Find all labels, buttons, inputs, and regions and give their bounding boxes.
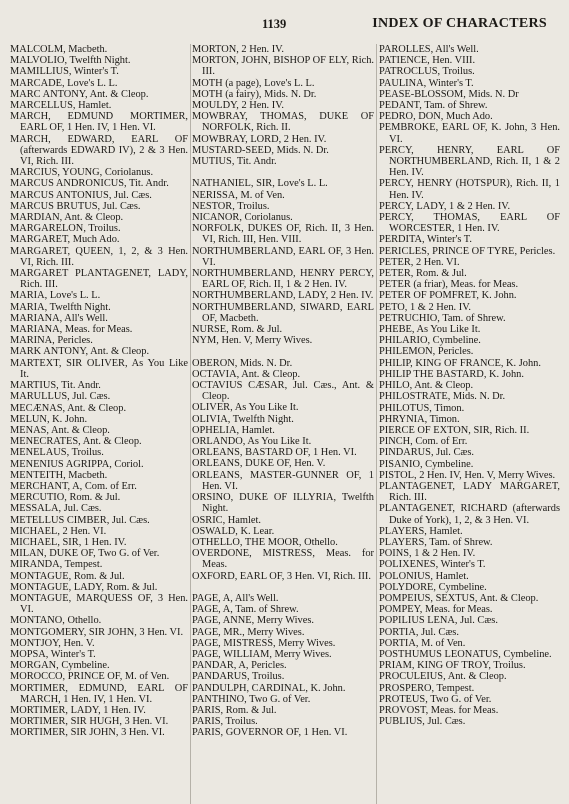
index-entry: PARIS, GOVERNOR OF, 1 Hen. VI.	[192, 727, 348, 739]
index-entry: OBERON, Mids. N. Dr.	[192, 357, 293, 369]
index-entry: PATROCLUS, Troilus.	[379, 66, 475, 78]
index-entry: MUTIUS, Tit. Andr.	[192, 156, 277, 168]
index-entry: NYM, Hen. V, Merry Wives.	[192, 335, 313, 347]
index-entry: ORLEANS, DUKE OF, Hen. V.	[192, 458, 326, 470]
index-entry: OLIVIA, Twelfth Night.	[192, 413, 294, 425]
index-entry: MARCH, EDMUND MORTIMER, EARL OF, 1 Hen. IV, 1 Hen. VI.	[10, 111, 188, 134]
index-entry: NORTHUMBERLAND, SIWARD, EARL OF, Macbeth.	[192, 301, 374, 324]
column-divider	[190, 44, 191, 804]
index-entry: PROSPERO, Tempest.	[379, 682, 475, 694]
page-title: INDEX OF CHARACTERS	[372, 16, 547, 31]
index-entry: PETO, 1 & 2 Hen. IV.	[379, 301, 471, 313]
index-column-3	[379, 44, 560, 727]
index-entry: MARINA, Pericles.	[10, 335, 93, 347]
index-entry: MOULDY, 2 Hen. IV.	[192, 100, 284, 112]
index-entry: NERISSA, M. of Ven.	[192, 189, 285, 201]
index-entry: PAGE, MISTRESS, Merry Wives.	[192, 637, 336, 649]
index-entry: PROTEUS, Two G. of Ver.	[379, 693, 492, 705]
index-entry: POINS, 1 & 2 Hen. IV.	[379, 548, 476, 560]
index-entry: POMPEY, Meas. for Meas.	[379, 604, 493, 616]
index-entry: PAULINA, Winter's T.	[379, 77, 474, 89]
index-entry: OSWALD, K. Lear.	[192, 525, 275, 537]
index-entry: PERDITA, Winter's T.	[379, 234, 472, 246]
index-entry: POLONIUS, Hamlet.	[379, 570, 469, 582]
index-entry: PAROLLES, All's Well.	[379, 44, 479, 55]
index-entry: PAGE, A, All's Well.	[192, 592, 279, 604]
index-entry: MOTH (a fairy), Mids. N. Dr.	[192, 88, 317, 100]
index-entry: NORFOLK, DUKES OF, Rich. II, 3 Hen. VI, Rich. III, Hen. VIII.	[192, 223, 374, 246]
index-entry: PLANTAGENET, RICHARD (afterwards Duke of York), 1, 2, & 3 Hen. VI.	[379, 503, 560, 526]
index-entry: PHILIP THE BASTARD, K. John.	[379, 368, 524, 380]
index-entry: NICANOR, Coriolanus.	[192, 212, 293, 224]
index-entry: MONTGOMERY, SIR JOHN, 3 Hen. VI.	[10, 626, 184, 638]
index-entry: PEASE-BLOSSOM, Mids. N. Dr	[379, 88, 519, 100]
index-entry: PHRYNIA, Timon.	[379, 413, 460, 425]
index-entry: PINDARUS, Jul. Cæs.	[379, 447, 474, 459]
index-entry: MARGARET, Much Ado.	[10, 234, 120, 246]
index-entry: MARIA, Twelfth Night.	[10, 301, 111, 313]
index-entry: MARCUS ANTONIUS, Jul. Cæs.	[10, 189, 152, 201]
index-column-1	[10, 44, 188, 739]
index-entry: PAGE, MR., Merry Wives.	[192, 626, 305, 638]
index-entry: POMPEIUS, SEXTUS, Ant. & Cleop.	[379, 592, 539, 604]
index-entry	[192, 167, 374, 178]
index-entry: MORTIMER, SIR HUGH, 3 Hen. VI.	[10, 716, 169, 728]
index-entry: MARDIAN, Ant. & Cleop.	[10, 212, 124, 224]
index-entry: PHILOTUS, Timon.	[379, 402, 465, 414]
index-entry: PETER (a friar), Meas. for Meas.	[379, 279, 519, 291]
index-entry: PAGE, ANNE, Merry Wives.	[192, 615, 314, 627]
index-entry: OCTAVIA, Ant. & Cleop.	[192, 368, 301, 380]
index-entry: MARTIUS, Tit. Andr.	[10, 380, 101, 392]
index-entry: PEDRO, DON, Much Ado.	[379, 111, 493, 123]
index-entry: MORTIMER, SIR JOHN, 3 Hen. VI.	[10, 727, 165, 739]
index-entry: MONTAGUE, Rom. & Jul.	[10, 570, 125, 582]
index-entry: NESTOR, Troilus.	[192, 200, 270, 212]
index-entry: MERCHANT, A, Com. of Err.	[10, 480, 137, 492]
index-entry: MONTAGUE, MARQUESS OF, 3 Hen. VI.	[10, 592, 188, 616]
index-entry: PANTHINO, Two G. of Ver.	[192, 693, 311, 705]
index-entry: NORTHUMBERLAND, LADY, 2 Hen. IV.	[192, 290, 374, 302]
index-entry: MARC ANTONY, Ant. & Cleop.	[10, 88, 149, 100]
index-entry: MARTEXT, SIR OLIVER, As You Like It.	[10, 357, 188, 380]
index-entry: PORTIA, M. of Ven.	[379, 637, 466, 649]
index-entry: MARCIUS, YOUNG, Coriolanus.	[10, 167, 154, 179]
index-entry: MESSALA, Jul. Cæs.	[10, 503, 102, 515]
index-entry: OPHELIA, Hamlet.	[192, 424, 275, 436]
index-entry: PHILOSTRATE, Mids. N. Dr.	[379, 391, 506, 403]
index-entry: MARCUS BRUTUS, Jul. Cæs.	[10, 200, 141, 212]
index-entry: OSRIC, Hamlet.	[192, 514, 261, 526]
index-entry: MARGARET PLANTAGENET, LADY, Rich. III.	[10, 268, 188, 291]
index-entry: PAGE, WILLIAM, Merry Wives.	[192, 648, 332, 660]
index-entry: MARIA, Love's L. L.	[10, 290, 101, 302]
index-entry: OXFORD, EARL OF, 3 Hen. VI, Rich. III.	[192, 570, 371, 582]
index-entry: MUSTARD-SEED, Mids. N. Dr.	[192, 144, 329, 156]
index-entry: MECÆNAS, Ant. & Cleop.	[10, 402, 127, 414]
index-entry	[192, 582, 374, 593]
index-entry: MARCUS ANDRONICUS, Tit. Andr.	[10, 178, 169, 190]
index-entry: MALCOLM, Macbeth.	[10, 44, 108, 55]
index-entry: MOTH (a page), Love's L. L.	[192, 77, 315, 89]
index-entry: ORLEANS, MASTER-GUNNER OF, 1 Hen. VI.	[192, 469, 374, 492]
index-entry: PEMBROKE, EARL OF, K. John, 3 Hen. VI.	[379, 122, 560, 145]
column-divider	[376, 44, 377, 804]
index-entry: MENELAUS, Troilus.	[10, 447, 104, 459]
page-header	[10, 16, 559, 36]
index-entry: MICHAEL, 2 Hen. VI.	[10, 525, 107, 537]
index-entry: PETER OF POMFRET, K. John.	[379, 290, 517, 302]
index-entry: PISANIO, Cymbeline.	[379, 458, 474, 470]
index-entry: OTHELLO, THE MOOR, Othello.	[192, 536, 338, 548]
index-entry: PORTIA, Jul. Cæs.	[379, 626, 459, 638]
index-entry: PANDULPH, CARDINAL, K. John.	[192, 682, 346, 694]
index-entry: POLYDORE, Cymbeline.	[379, 581, 487, 593]
index-entry: MENENIUS AGRIPPA, Coriol.	[10, 458, 144, 470]
index-entry: POSTHUMUS LEONATUS, Cymbeline.	[379, 648, 552, 660]
index-entry: MENECRATES, Ant. & Cleop.	[10, 436, 142, 448]
index-entry: PERCY, THOMAS, EARL OF WORCESTER, 1 Hen. IV.	[379, 212, 560, 235]
index-entry: PINCH, Com. of Err.	[379, 436, 468, 448]
index-entry: MENTEITH, Macbeth.	[10, 469, 108, 481]
index-entry: PIERCE OF EXTON, SIR, Rich. II.	[379, 424, 530, 436]
index-entry: MORTON, JOHN, BISHOP OF ELY, Rich. III.	[192, 55, 374, 78]
index-entry: PUBLIUS, Jul. Cæs.	[379, 716, 466, 728]
index-entry: MICHAEL, SIR, 1 Hen. IV.	[10, 536, 127, 548]
index-entry: MARGARET, QUEEN, 1, 2, & 3 Hen. VI, Rich. III.	[10, 245, 188, 268]
index-entry: PAGE, A, Tam. of Shrew.	[192, 604, 299, 616]
index-entry: MARGARELON, Troilus.	[10, 223, 121, 235]
index-entry: MORTIMER, LADY, 1 Hen. IV.	[10, 704, 146, 716]
index-entry: MALVOLIO, Twelfth Night.	[10, 55, 131, 67]
index-entry: PARIS, Troilus.	[192, 716, 258, 728]
index-entry: ORLEANS, BASTARD OF, 1 Hen. VI.	[192, 447, 357, 459]
index-entry: MERCUTIO, Rom. & Jul.	[10, 492, 121, 504]
index-entry: PLAYERS, Hamlet.	[379, 525, 463, 537]
index-entry: METELLUS CIMBER, Jul. Cæs.	[10, 514, 150, 526]
index-entry: MONTJOY, Hen. V.	[10, 637, 95, 649]
index-entry: PROVOST, Meas. for Meas.	[379, 704, 499, 716]
index-entry: PHILO, Ant. & Cleop.	[379, 380, 474, 392]
index-entry: MARCADE, Love's L. L.	[10, 77, 118, 89]
index-entry: PRIAM, KING OF TROY, Troilus.	[379, 660, 526, 672]
index-entry: ORLANDO, As You Like It.	[192, 436, 312, 448]
index-entry: OCTAVIUS CÆSAR, Jul. Cæs., Ant. & Cleop.	[192, 380, 374, 403]
index-entry: MAMILLIUS, Winter's T.	[10, 66, 119, 78]
index-columns	[10, 44, 559, 804]
index-entry: PERICLES, PRINCE OF TYRE, Pericles.	[379, 245, 556, 257]
index-column-2	[192, 44, 374, 739]
index-entry: NORTHUMBERLAND, EARL OF, 3 Hen. VI.	[192, 245, 374, 268]
index-entry: POPILIUS LENA, Jul. Cæs.	[379, 615, 498, 627]
index-entry: MENAS, Ant. & Cleop.	[10, 424, 110, 436]
index-entry: MILAN, DUKE OF, Two G. of Ver.	[10, 548, 160, 560]
index-entry: MOWBRAY, LORD, 2 Hen. IV.	[192, 133, 327, 145]
index-entry: MARK ANTONY, Ant. & Cleop.	[10, 346, 150, 358]
index-entry: PERCY, LADY, 1 & 2 Hen. IV.	[379, 200, 511, 212]
index-entry: PARIS, Rom. & Jul.	[192, 704, 277, 716]
index-entry: POLIXENES, Winter's T.	[379, 559, 486, 571]
index-entry: PHILEMON, Pericles.	[379, 346, 474, 358]
index-entry: MELUN, K. John.	[10, 413, 88, 425]
index-entry: OVERDONE, MISTRESS, Meas. for Meas.	[192, 548, 374, 571]
index-entry: PERCY, HENRY (HOTSPUR), Rich. II, 1 Hen. IV.	[379, 178, 560, 201]
index-entry: NATHANIEL, SIR, Love's L. L.	[192, 178, 328, 190]
index-entry: MARCELLUS, Hamlet.	[10, 100, 112, 112]
index-entry: MARIANA, All's Well.	[10, 312, 108, 324]
index-entry: PATIENCE, Hen. VIII.	[379, 55, 476, 67]
index-entry: MOROCCO, PRINCE OF, M. of Ven.	[10, 671, 170, 683]
index-entry: PETER, Rom. & Jul.	[379, 268, 467, 280]
index-entry: NURSE, Rom. & Jul.	[192, 324, 283, 336]
index-entry: PISTOL, 2 Hen. IV, Hen. V, Merry Wives.	[379, 469, 556, 481]
index-entry: MORTIMER, EDMUND, EARL OF MARCH, 1 Hen. IV, 1 Hen. VI.	[10, 682, 188, 705]
index-entry: PROCULEIUS, Ant. & Cleop.	[379, 671, 507, 683]
index-entry: MORGAN, Cymbeline.	[10, 660, 110, 672]
index-entry: MARCH, EDWARD, EARL OF (afterwards EDWARD IV), 2 & 3 Hen. VI, Rich. III.	[10, 133, 188, 168]
index-entry	[192, 346, 374, 357]
index-entry: MIRANDA, Tempest.	[10, 559, 103, 571]
index-entry: PEDANT, Tam. of Shrew.	[379, 100, 488, 112]
index-entry: PLAYERS, Tam. of Shrew.	[379, 536, 493, 548]
page-number: 1139	[262, 17, 287, 31]
index-entry: PLANTAGENET, LADY MARGARET, Rich. III.	[379, 480, 560, 504]
index-entry: MORTON, 2 Hen. IV.	[192, 44, 284, 55]
index-entry: PERCY, HENRY, EARL OF NORTHUMBERLAND, Rich. II, 1 & 2 Hen. IV.	[379, 144, 560, 179]
index-entry: MOWBRAY, THOMAS, DUKE OF NORFOLK, Rich. II.	[192, 111, 374, 134]
index-entry: MONTAGUE, LADY, Rom. & Jul.	[10, 581, 158, 593]
index-entry: PANDAR, A, Pericles.	[192, 660, 287, 672]
index-entry: PETER, 2 Hen. VI.	[379, 256, 460, 268]
index-entry: OLIVER, As You Like It.	[192, 402, 299, 414]
index-entry: PETRUCHIO, Tam. of Shrew.	[379, 312, 506, 324]
index-entry: MARULLUS, Jul. Cæs.	[10, 391, 111, 403]
index-entry: PANDARUS, Troilus.	[192, 671, 285, 683]
index-entry: MARIANA, Meas. for Meas.	[10, 324, 133, 336]
index-entry: PHEBE, As You Like It.	[379, 324, 481, 336]
index-entry: PHILARIO, Cymbeline.	[379, 335, 481, 347]
index-entry: MONTANO, Othello.	[10, 615, 102, 627]
index-entry: PHILIP, KING OF FRANCE, K. John.	[379, 357, 541, 369]
index-entry: MOPSA, Winter's T.	[10, 648, 96, 660]
index-entry: NORTHUMBERLAND, HENRY PERCY, EARL OF, Rich. II, 1 & 2 Hen. IV.	[192, 268, 374, 291]
index-entry: ORSINO, DUKE OF ILLYRIA, Twelfth Night.	[192, 492, 374, 515]
